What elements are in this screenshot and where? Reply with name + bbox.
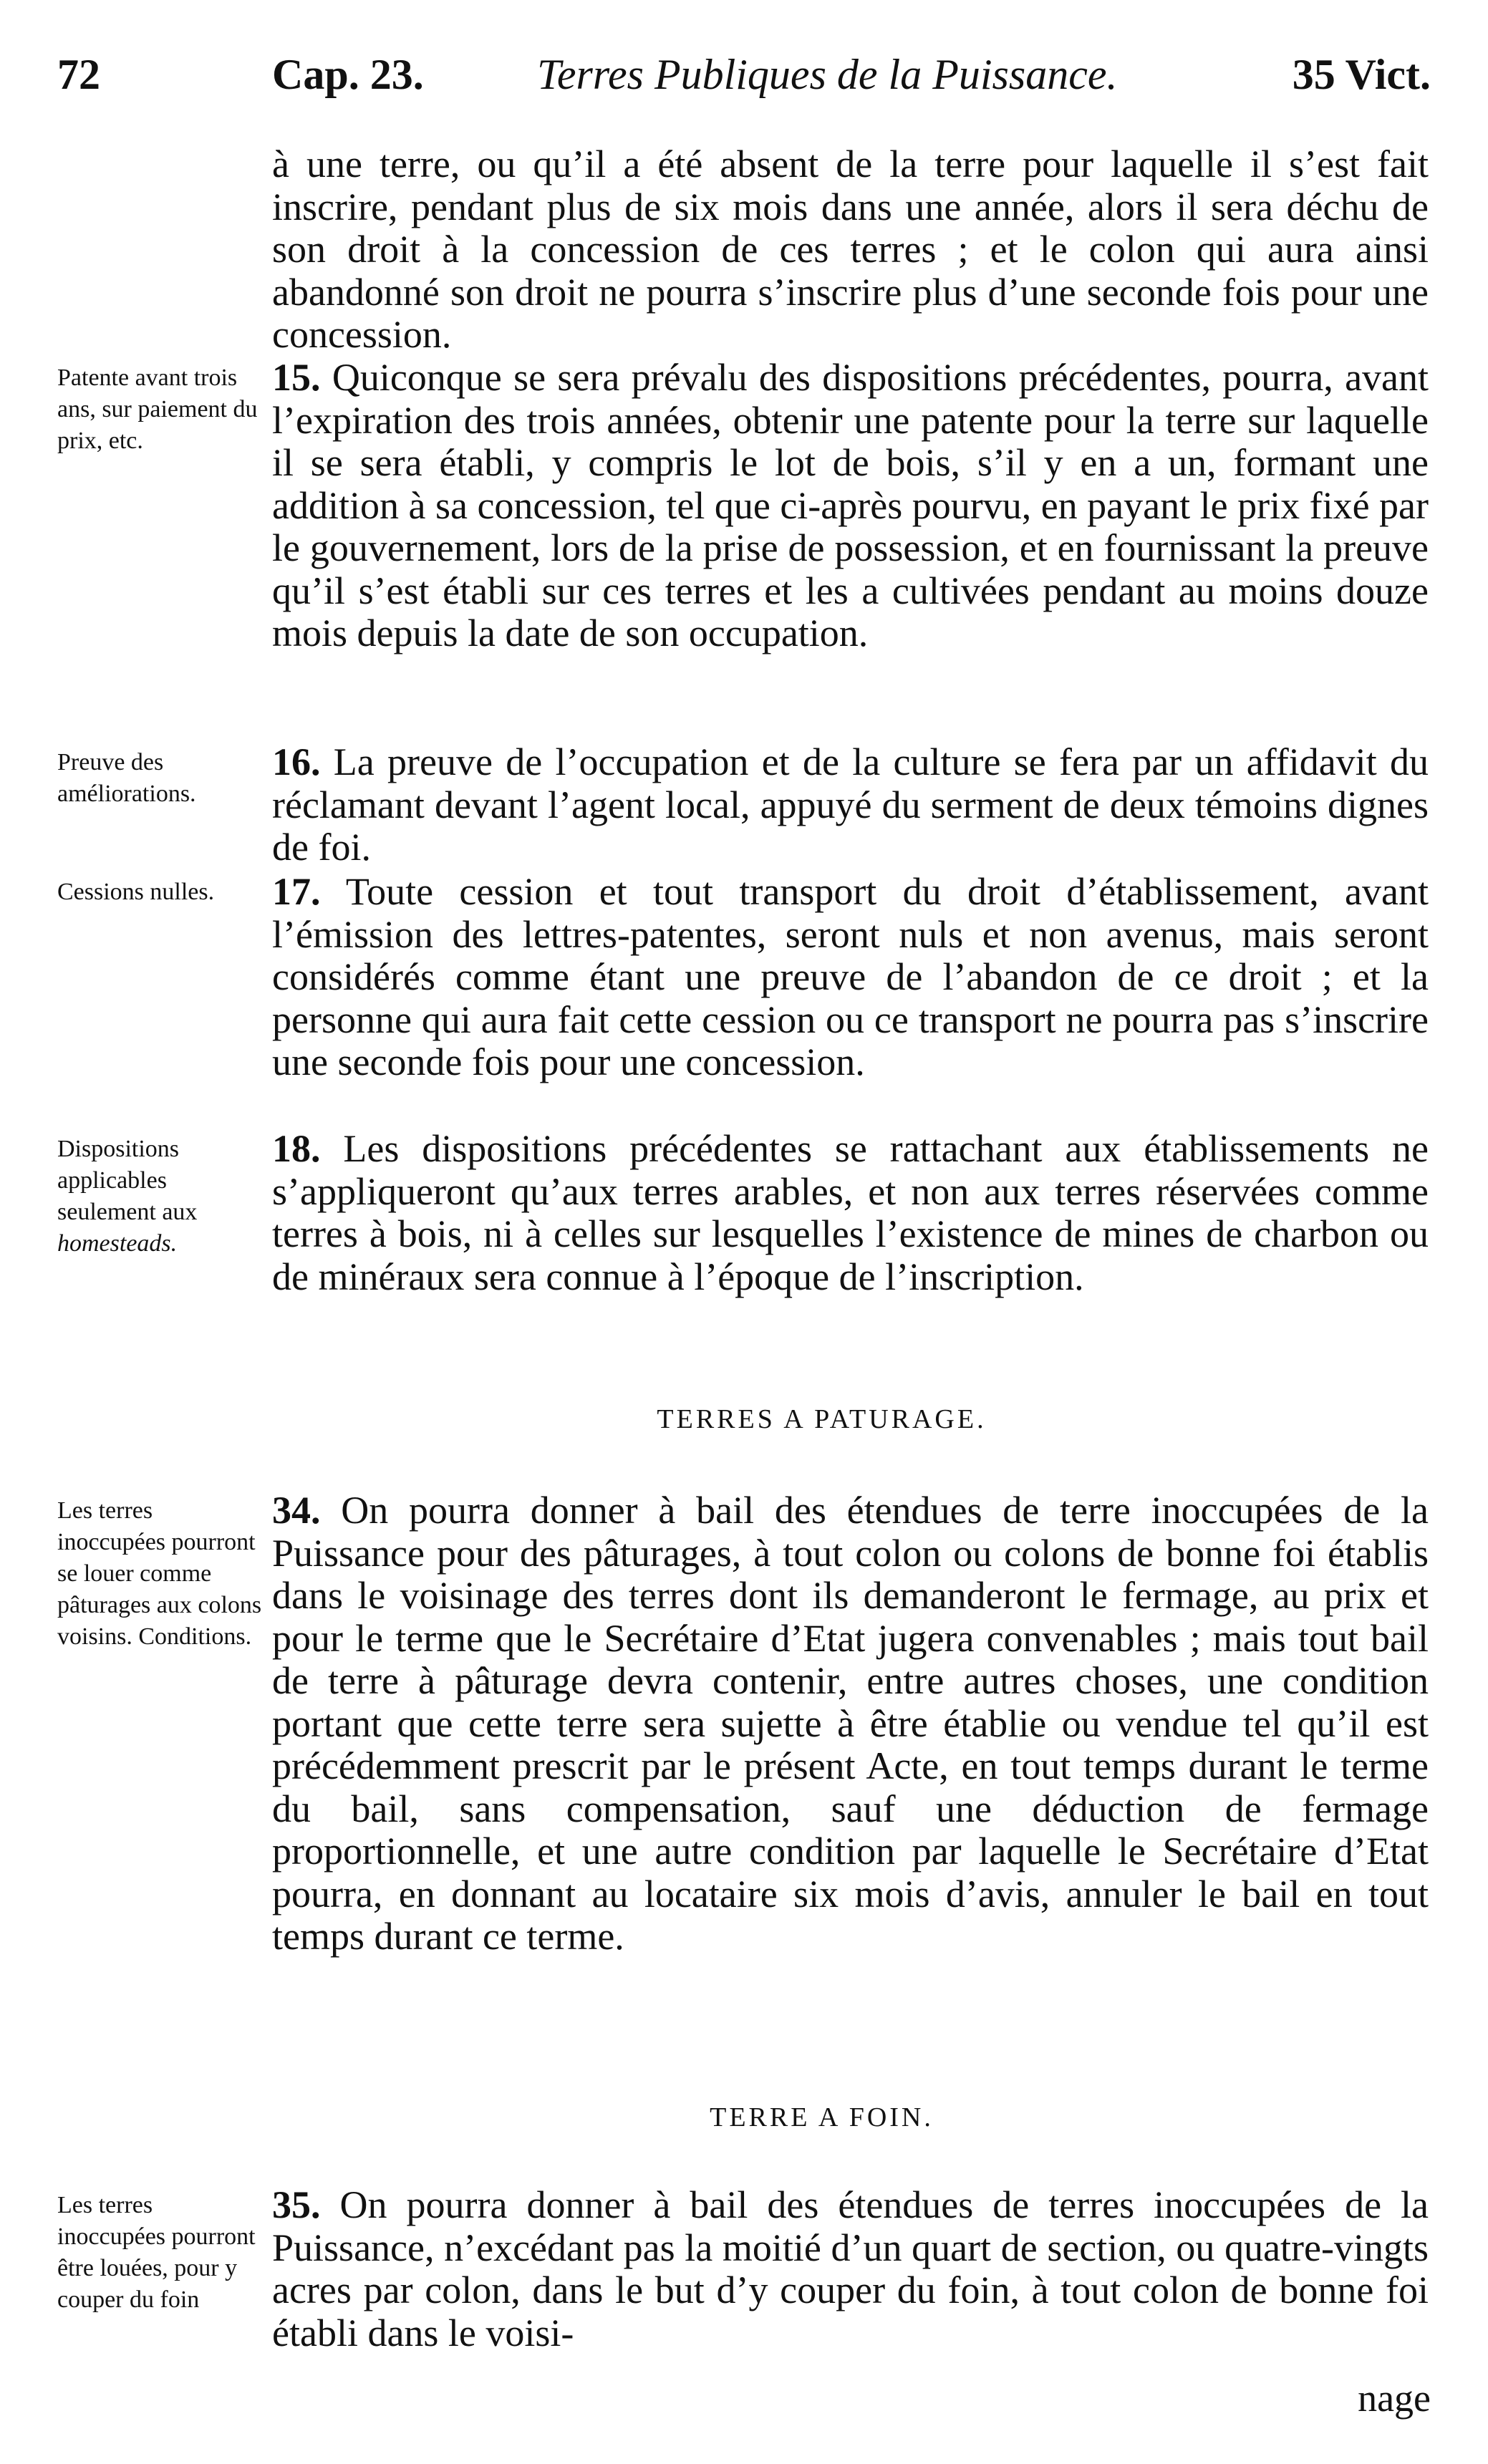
section-number: 35. — [272, 2183, 321, 2226]
heading-paturage: TERRES A PATURAGE. — [657, 1404, 987, 1434]
margin-note: Cessions nulles. — [57, 879, 215, 905]
section-body: On pourra donner à bail des étendues de terre inoccupées de la Puissance pour des pâturages, à tout colon ou colons de bonne foi établis dans le voisinage des terres dont ils demanderont le fermage, au prix et pour le terme que le Secrétaire d’Etat jugera convenables ; mais tout bail de terre à pâturage devra contenir, entre autres choses, une condition portant que cette terre sera sujette à être établie ou vendue tel qu’il est précédemment prescrit par le présent Acte, en tout temps durant le terme du bail, sans compensation, sauf une déduction de fermage proportionnelle, et une autre condition par laquelle le Secrétaire d’Etat pourra, en donnant au locataire six mois d’avis, annuler le bail en tout temps durant ce terme. — [272, 1489, 1429, 1958]
continuation-text: à une terre, ou qu’il a été absent de la terre pour laquelle il s’est fait inscrire, pendant plus de six mois dans une année, alors il sera déchu de son droit à la concession de ces terres ; et le colon qui aura ainsi abandonné son droit ne pourra s’inscrire plus d’une seconde fois pour une concession. — [272, 142, 1429, 356]
section-text — [272, 2184, 1429, 2354]
section-body: Toute cession et tout transport du droit d’établissement, avant l’émission des lettres-patentes, seront nuls et non avenus, mais seront considérés comme étant une preuve de l’abandon de ce droit ; et la personne qui aura fait cette cession ou ce transport ne pourra pas s’inscrire une seconde fois pour une concession. — [272, 870, 1429, 1083]
section-text — [272, 357, 1429, 655]
margin-note: Les terres inoccupées pourront être louées, pour y couper du foin — [57, 2192, 256, 2313]
page-number: 72 — [57, 51, 100, 98]
margin-note: Preuve des améliorations. — [57, 749, 196, 807]
section-number: 16. — [272, 740, 321, 783]
heading-foin: TERRE A FOIN. — [710, 2102, 934, 2132]
section-text — [272, 1489, 1429, 1958]
margin-note — [57, 1134, 265, 1260]
margin-note: Les terres inoccupées pourront se louer comme pâturages aux colons voisins. Conditions. — [57, 1497, 262, 1650]
margin-note-text: Dispositions applicables seulement aux — [57, 1136, 198, 1225]
chapter-label: Cap. 23. — [272, 51, 424, 98]
section-number: 18. — [272, 1127, 321, 1170]
section-text — [272, 1128, 1429, 1298]
section-body: La preuve de l’occupation et de la culture se fera par un affidavit du réclamant devant l’agent local, appuyé du serment de deux témoins dignes de foi. — [272, 740, 1429, 869]
section-text — [272, 871, 1429, 1084]
regnal-year: 35 Vict. — [1292, 51, 1431, 98]
running-header — [57, 50, 1431, 115]
section-body: Les dispositions précédentes se rattachant aux établissements ne s’appliqueront qu’aux terres arables, et non aux terres réservées comme terres à bois, ni à celles sur lesquelles l’existence de mines de charbon ou de minéraux sera connue à l’époque de l’inscription. — [272, 1127, 1429, 1298]
margin-note-italic: homesteads. — [57, 1230, 178, 1257]
section-body: Quiconque se sera prévalu des dispositions précédentes, pourra, avant l’expiration des trois années, obtenir une patente pour la terre sur laquelle il se sera établi, y compris le lot de bois, s’il y en a un, formant une addition à sa concession, tel que ci-après pourvu, en payant le prix fixé par le gouvernement, lors de la prise de possession, et en fournissant la preuve qu’il s’est établi sur ces terres et les a cultivées pendant au moins douze mois depuis la date de son occupation. — [272, 356, 1429, 654]
margin-note: Patente avant trois ans, sur paiement du prix, etc. — [57, 364, 258, 454]
section-number: 15. — [272, 356, 321, 399]
section-number: 17. — [272, 870, 321, 913]
running-title: Terres Publiques de la Puissance. — [537, 51, 1118, 98]
catchword: nage — [1358, 2377, 1431, 2420]
section-body: On pourra donner à bail des étendues de terres inoccupées de la Puissance, n’excédant pas la moitié d’un quart de section, ou quatre-vingts acres par colon, dans le but d’y couper du foin, à tout colon de bonne foi établi dans le voisi- — [272, 2183, 1429, 2354]
section-text — [272, 741, 1429, 869]
section-number: 34. — [272, 1489, 321, 1532]
